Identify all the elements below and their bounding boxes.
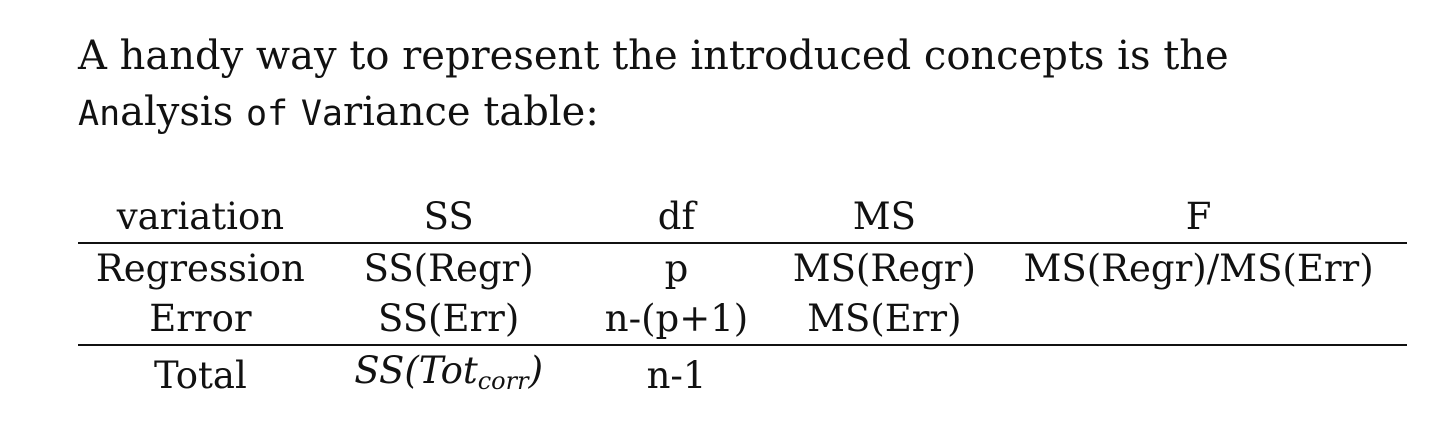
cell-variation: Total xyxy=(153,354,247,397)
cell-df: p xyxy=(664,247,689,290)
table-row-regression xyxy=(78,243,1407,294)
intro-mono-of: of xyxy=(245,94,289,134)
intro-text-after: table: xyxy=(483,89,599,135)
anova-header-row xyxy=(78,192,1407,243)
cell-ms: MS(Err) xyxy=(778,294,990,345)
cell-f-empty xyxy=(990,345,1407,406)
table-row-total xyxy=(78,345,1407,406)
cell-ms-empty xyxy=(778,345,990,406)
cell-f xyxy=(990,294,1407,345)
intro-word-alysis: alysis xyxy=(120,89,234,135)
intro-paragraph xyxy=(78,28,1378,142)
cell-ss: SS(Err) xyxy=(323,294,575,345)
cell-f: MS(Regr)/MS(Err) xyxy=(1023,247,1374,290)
header-f: F xyxy=(990,192,1407,243)
intro-mono-an: An xyxy=(78,94,121,134)
ss-total-close: ) xyxy=(528,349,544,392)
intro-text-before: A handy way to represent the introduced concepts is the xyxy=(78,33,1229,79)
header-ms: MS xyxy=(778,192,990,243)
header-df: df xyxy=(575,192,779,243)
cell-df: n-1 xyxy=(646,354,707,397)
cell-ss-total xyxy=(323,345,575,406)
table-row-error xyxy=(78,294,1407,345)
header-variation: variation xyxy=(78,192,323,243)
anova-table xyxy=(78,192,1407,406)
cell-variation: Error xyxy=(78,294,323,345)
cell-variation: Regression xyxy=(95,247,305,290)
cell-df: n-(p+1) xyxy=(575,294,779,345)
ss-total-main: SS(Tot xyxy=(354,349,478,392)
header-ss: SS xyxy=(323,192,575,243)
intro-word-riance: riance xyxy=(343,89,471,135)
cell-ss: SS(Regr) xyxy=(363,247,534,290)
cell-ms: MS(Regr) xyxy=(792,247,976,290)
intro-mono-va: Va xyxy=(300,94,343,134)
ss-total-subscript: corr xyxy=(477,367,529,395)
